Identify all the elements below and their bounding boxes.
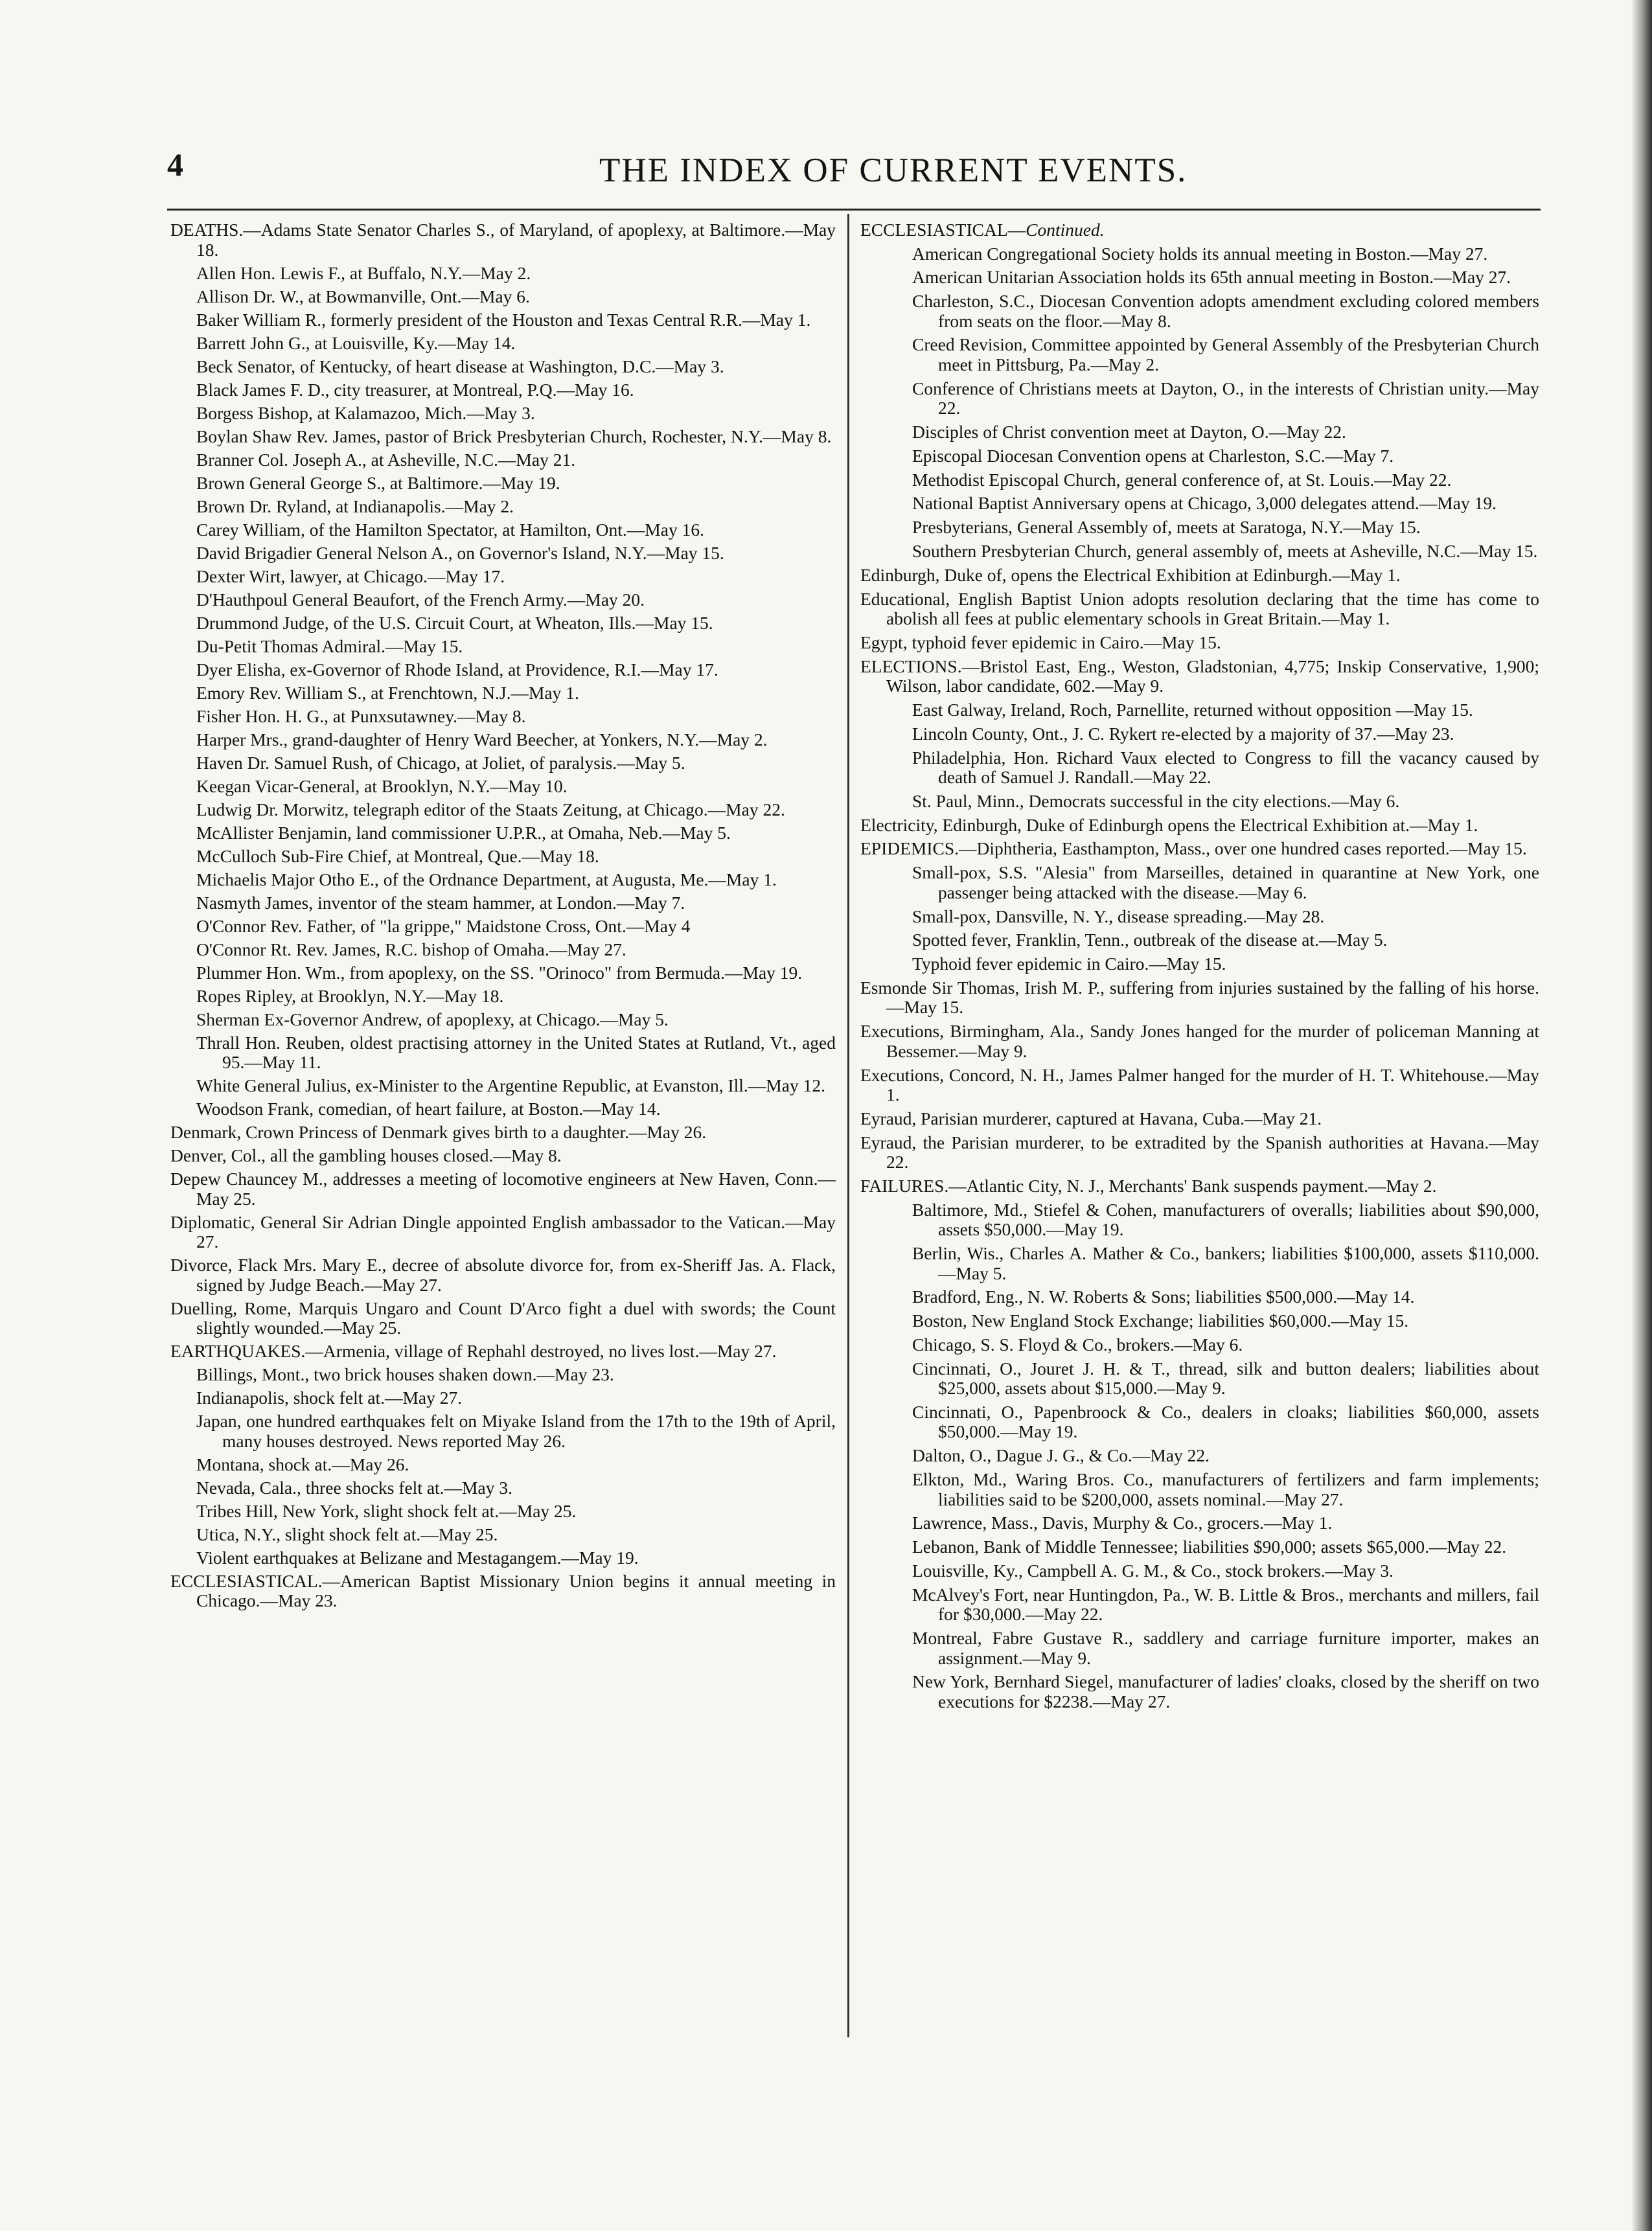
index-entry: EPIDEMICS.—Diphtheria, Easthampton, Mass., over one hundred cases reported.—May 15. <box>860 838 1527 859</box>
index-entry: Eyraud, the Parisian murderer, to be extradited by the Spanish authorities at Havana.—May 22. <box>860 1132 1539 1173</box>
index-entry: Denver, Col., all the gambling houses closed.—May 8. <box>170 1145 562 1165</box>
index-entry: Presbyterians, General Assembly of, meets at Saratoga, N.Y.—May 15. <box>912 517 1421 538</box>
index-entry: Denmark, Crown Princess of Denmark gives birth to a daughter.—May 26. <box>170 1122 707 1142</box>
index-entry: ECCLESIASTICAL.—American Baptist Missionary Union begins it annual meeting in Chicago.—May 23. <box>170 1570 836 1610</box>
index-entry: DEATHS.—Adams State Senator Charles S., of Maryland, of apoplexy, at Baltimore.—May 18. <box>170 220 836 260</box>
index-entry: Berlin, Wis., Charles A. Mather & Co., bankers; liabilities $100,000, assets $110,000.—May 5. <box>912 1243 1539 1283</box>
index-entry: Emory Rev. William S., at Frenchtown, N.J.—May 1. <box>196 682 579 703</box>
page-number: 4 <box>167 146 183 183</box>
index-entry: Creed Revision, Committee appointed by General Assembly of the Presbyterian Church meet in Pittsburg, Pa.—May 2. <box>912 334 1539 374</box>
index-entry: Fisher Hon. H. G., at Punxsutawney.—May 8. <box>196 705 526 726</box>
index-entry: Diplomatic, General Sir Adrian Dingle appointed English ambassador to the Vatican.—May 27. <box>170 1211 836 1252</box>
index-entry: Edinburgh, Duke of, opens the Electrical Exhibition at Edinburgh.—May 1. <box>860 564 1401 585</box>
index-entry: Japan, one hundred earthquakes felt on Miyake Island from the 17th to the 19th of April, many houses destroyed. News reported May 26. <box>196 1411 836 1451</box>
header-rule <box>167 209 1541 211</box>
index-entry: Spotted fever, Franklin, Tenn., outbreak of the disease at.—May 5. <box>912 930 1388 950</box>
index-entry: Haven Dr. Samuel Rush, of Chicago, at Joliet, of paralysis.—May 5. <box>196 752 685 773</box>
index-entry: Carey William, of the Hamilton Spectator, at Hamilton, Ont.—May 16. <box>196 519 704 540</box>
index-entry: Billings, Mont., two brick houses shaken down.—May 23. <box>196 1364 614 1384</box>
index-entry: East Galway, Ireland, Roch, Parnellite, returned without opposition —May 15. <box>912 699 1473 720</box>
index-entry: D'Hauthpoul General Beaufort, of the French Army.—May 20. <box>196 589 645 610</box>
column-divider <box>847 214 849 2037</box>
index-entry: FAILURES.—Atlantic City, N. J., Merchants' Bank suspends payment.—May 2. <box>860 1175 1437 1196</box>
index-entry: Borgess Bishop, at Kalamazoo, Mich.—May 3. <box>196 402 535 423</box>
index-entry: Duelling, Rome, Marquis Ungaro and Count D'Arco fight a duel with swords; the Count slightly wounded.—May 25. <box>170 1298 836 1338</box>
index-entry: O'Connor Rt. Rev. James, R.C. bishop of Omaha.—May 27. <box>196 939 626 959</box>
index-entry: Plummer Hon. Wm., from apoplexy, on the SS. "Orinoco" from Bermuda.—May 19. <box>196 962 803 983</box>
index-entry: White General Julius, ex-Minister to the Argentine Republic, at Evanston, Ill.—May 12. <box>196 1075 825 1095</box>
index-entry: Egypt, typhoid fever epidemic in Cairo.—May 15. <box>860 632 1221 652</box>
index-entry: Lincoln County, Ont., J. C. Rykert re-elected by a majority of 37.—May 23. <box>912 723 1454 744</box>
index-entry: Chicago, S. S. Floyd & Co., brokers.—May 6. <box>912 1334 1243 1355</box>
index-entry: Elkton, Md., Waring Bros. Co., manufacturers of fertilizers and farm implements; liabilities said to be $200,000, assets nominal.—May 27. <box>912 1469 1539 1509</box>
index-entry: Ropes Ripley, at Brooklyn, N.Y.—May 18. <box>196 985 504 1006</box>
index-entry: Sherman Ex-Governor Andrew, of apoplexy, at Chicago.—May 5. <box>196 1009 669 1029</box>
index-entry: Disciples of Christ convention meet at Dayton, O.—May 22. <box>912 421 1346 442</box>
index-entry: Brown General George S., at Baltimore.—May 19. <box>196 472 560 493</box>
index-entry: Du-Petit Thomas Admiral.—May 15. <box>196 635 463 656</box>
index-entry: Charleston, S.C., Diocesan Convention adopts amendment excluding colored members from seats on the floor.—May 8. <box>912 291 1539 331</box>
index-entry: Executions, Birmingham, Ala., Sandy Jones hanged for the murder of policeman Manning at Bessemer.—May 9. <box>860 1021 1539 1061</box>
index-entry: Violent earthquakes at Belizane and Mestagangem.—May 19. <box>196 1547 639 1568</box>
index-entry: Drummond Judge, of the U.S. Circuit Court, at Wheaton, Ills.—May 15. <box>196 612 713 633</box>
index-entry: McAlvey's Fort, near Huntingdon, Pa., W. B. Little & Bros., merchants and millers, fail for $30,000.—May 22. <box>912 1584 1539 1625</box>
index-entry: St. Paul, Minn., Democrats successful in the city elections.—May 6. <box>912 790 1400 811</box>
index-entry: Utica, N.Y., slight shock felt at.—May 25. <box>196 1524 498 1544</box>
index-entry: Montreal, Fabre Gustave R., saddlery and carriage furniture importer, makes an assignment.—May 9. <box>912 1628 1539 1668</box>
index-entry: Louisville, Ky., Campbell A. G. M., & Co., stock brokers.—May 3. <box>912 1560 1394 1581</box>
left-column <box>170 220 836 1614</box>
index-entry: Educational, English Baptist Union adopts resolution declaring that the time has come to abolish all fees at public elementary schools in Great Britain.—May 1. <box>860 588 1539 629</box>
index-entry: Boylan Shaw Rev. James, pastor of Brick Presbyterian Church, Rochester, N.Y.—May 8. <box>196 426 832 446</box>
index-entry: O'Connor Rev. Father, of "la grippe," Maidstone Cross, Ont.—May 4 <box>196 915 691 936</box>
index-entry: Depew Chauncey M., addresses a meeting of locomotive engineers at New Haven, Conn.—May 25. <box>170 1169 836 1209</box>
index-entry: Boston, New England Stock Exchange; liabilities $60,000.—May 15. <box>912 1310 1409 1331</box>
index-entry: Allison Dr. W., at Bowmanville, Ont.—May 6. <box>196 286 530 306</box>
index-entry: American Unitarian Association holds its 65th annual meeting in Boston.—May 27. <box>912 267 1511 288</box>
index-entry: Small-pox, S.S. "Alesia" from Marseilles, detained in quarantine at New York, one passenger being attacked with the disease.—May 6. <box>912 862 1539 902</box>
index-entry: Small-pox, Dansville, N. Y., disease spreading.—May 28. <box>912 906 1325 926</box>
index-entry: New York, Bernhard Siegel, manufacturer of ladies' cloaks, closed by the sheriff on two executions for $2238.—May 27. <box>912 1671 1539 1711</box>
continued-heading <box>860 220 1539 240</box>
index-entry: Harper Mrs., grand-daughter of Henry Ward Beecher, at Yonkers, N.Y.—May 2. <box>196 729 768 749</box>
index-entry: Nevada, Cala., three shocks felt at.—May 3. <box>196 1477 512 1498</box>
index-entry: McCulloch Sub-Fire Chief, at Montreal, Que.—May 18. <box>196 845 599 866</box>
page-title: THE INDEX OF CURRENT EVENTS. <box>599 152 1187 189</box>
index-entry: Executions, Concord, N. H., James Palmer hanged for the murder of H. T. Whitehouse.—May 1. <box>860 1064 1539 1105</box>
index-entry: Episcopal Diocesan Convention opens at Charleston, S.C.—May 7. <box>912 445 1394 466</box>
index-entry: Electricity, Edinburgh, Duke of Edinburgh opens the Electrical Exhibition at.—May 1. <box>860 814 1478 835</box>
index-entry: EARTHQUAKES.—Armenia, village of Rephahl destroyed, no lives lost.—May 27. <box>170 1341 777 1361</box>
index-entry: David Brigadier General Nelson A., on Governor's Island, N.Y.—May 15. <box>196 542 724 563</box>
index-entry: Conference of Christians meets at Dayton, O., in the interests of Christian unity.—May 22. <box>912 378 1539 418</box>
index-entry: National Baptist Anniversary opens at Chicago, 3,000 delegates attend.—May 19. <box>912 493 1497 514</box>
index-entry: Tribes Hill, New York, slight shock felt at.—May 25. <box>196 1500 577 1521</box>
index-entry: Dalton, O., Dague J. G., & Co.—May 22. <box>912 1445 1210 1466</box>
index-entry: Cincinnati, O., Papenbroock & Co., dealers in cloaks; liabilities $60,000, assets $50,000.—May 19. <box>912 1401 1539 1442</box>
index-entry: Dyer Elisha, ex-Governor of Rhode Island, at Providence, R.I.—May 17. <box>196 659 718 680</box>
index-entry: McAllister Benjamin, land commissioner U.P.R., at Omaha, Neb.—May 5. <box>196 822 731 843</box>
index-entry: Cincinnati, O., Jouret J. H. & T., thread, silk and button dealers; liabilities about $25,000, assets about $15,000.—May 9. <box>912 1358 1539 1399</box>
index-entry: Southern Presbyterian Church, general assembly of, meets at Asheville, N.C.—May 15. <box>912 540 1538 561</box>
index-entry: Philadelphia, Hon. Richard Vaux elected to Congress to fill the vacancy caused by death of Samuel J. Randall.—May 22. <box>912 747 1539 788</box>
index-entry: Indianapolis, shock felt at.—May 27. <box>196 1388 463 1408</box>
index-entry: Eyraud, Parisian murderer, captured at Havana, Cuba.—May 21. <box>860 1108 1322 1128</box>
index-entry: Nasmyth James, inventor of the steam hammer, at London.—May 7. <box>196 892 685 913</box>
index-entry: Branner Col. Joseph A., at Asheville, N.C.—May 21. <box>196 449 576 470</box>
index-entry: Beck Senator, of Kentucky, of heart disease at Washington, D.C.—May 3. <box>196 356 724 376</box>
index-entry: Typhoid fever epidemic in Cairo.—May 15. <box>912 954 1226 974</box>
index-entry: Lebanon, Bank of Middle Tennessee; liabilities $90,000; assets $65,000.—May 22. <box>912 1537 1507 1557</box>
index-entry: ELECTIONS.—Bristol East, Eng., Weston, Gladstonian, 4,775; Inskip Conservative, 1,900; Wilson, labor candidate, 602.—May 9. <box>860 656 1539 696</box>
index-entry: Baltimore, Md., Stiefel & Cohen, manufacturers of overalls; liabilities about $90,000, assets $50,000.—May 19. <box>912 1199 1539 1240</box>
right-column <box>860 220 1539 1716</box>
continued-label: Continued. <box>1026 220 1105 240</box>
index-entry: Brown Dr. Ryland, at Indianapolis.—May 2. <box>196 496 514 516</box>
page-edge-shadow <box>1631 0 1652 2231</box>
index-entry: Esmonde Sir Thomas, Irish M. P., suffering from injuries sustained by the falling of his horse.—May 15. <box>860 977 1539 1018</box>
index-entry: Allen Hon. Lewis F., at Buffalo, N.Y.—May 2. <box>196 262 531 283</box>
index-entry: Methodist Episcopal Church, general conference of, at St. Louis.—May 22. <box>912 469 1452 490</box>
index-entry: Keegan Vicar-General, at Brooklyn, N.Y.—May 10. <box>196 775 568 796</box>
index-entry: Dexter Wirt, lawyer, at Chicago.—May 17. <box>196 566 505 586</box>
index-entry: Lawrence, Mass., Davis, Murphy & Co., grocers.—May 1. <box>912 1513 1333 1533</box>
continued-heading-text: ECCLESIASTICAL— <box>860 220 1026 240</box>
index-entry: Ludwig Dr. Morwitz, telegraph editor of the Staats Zeitung, at Chicago.—May 22. <box>196 799 785 819</box>
index-entry: Montana, shock at.—May 26. <box>196 1454 409 1474</box>
page-header <box>0 0 1652 214</box>
index-entry: American Congregational Society holds its annual meeting in Boston.—May 27. <box>912 243 1488 264</box>
index-entry: Michaelis Major Otho E., of the Ordnance Department, at Augusta, Me.—May 1. <box>196 869 777 889</box>
index-entry: Bradford, Eng., N. W. Roberts & Sons; liabilities $500,000.—May 14. <box>912 1287 1415 1307</box>
index-entry: Woodson Frank, comedian, of heart failure, at Boston.—May 14. <box>196 1099 661 1119</box>
index-entry: Barrett John G., at Louisville, Ky.—May 14. <box>196 332 516 353</box>
index-entry: Baker William R., formerly president of the Houston and Texas Central R.R.—May 1. <box>196 309 811 330</box>
index-entry: Black James F. D., city treasurer, at Montreal, P.Q.—May 16. <box>196 379 634 400</box>
index-entry: Thrall Hon. Reuben, oldest practising attorney in the United States at Rutland, Vt., aged 95.—May 11. <box>196 1032 836 1072</box>
index-entry: Divorce, Flack Mrs. Mary E., decree of absolute divorce for, from ex-Sheriff Jas. A. Flack, signed by Judge Beach.—May 27. <box>170 1255 836 1295</box>
